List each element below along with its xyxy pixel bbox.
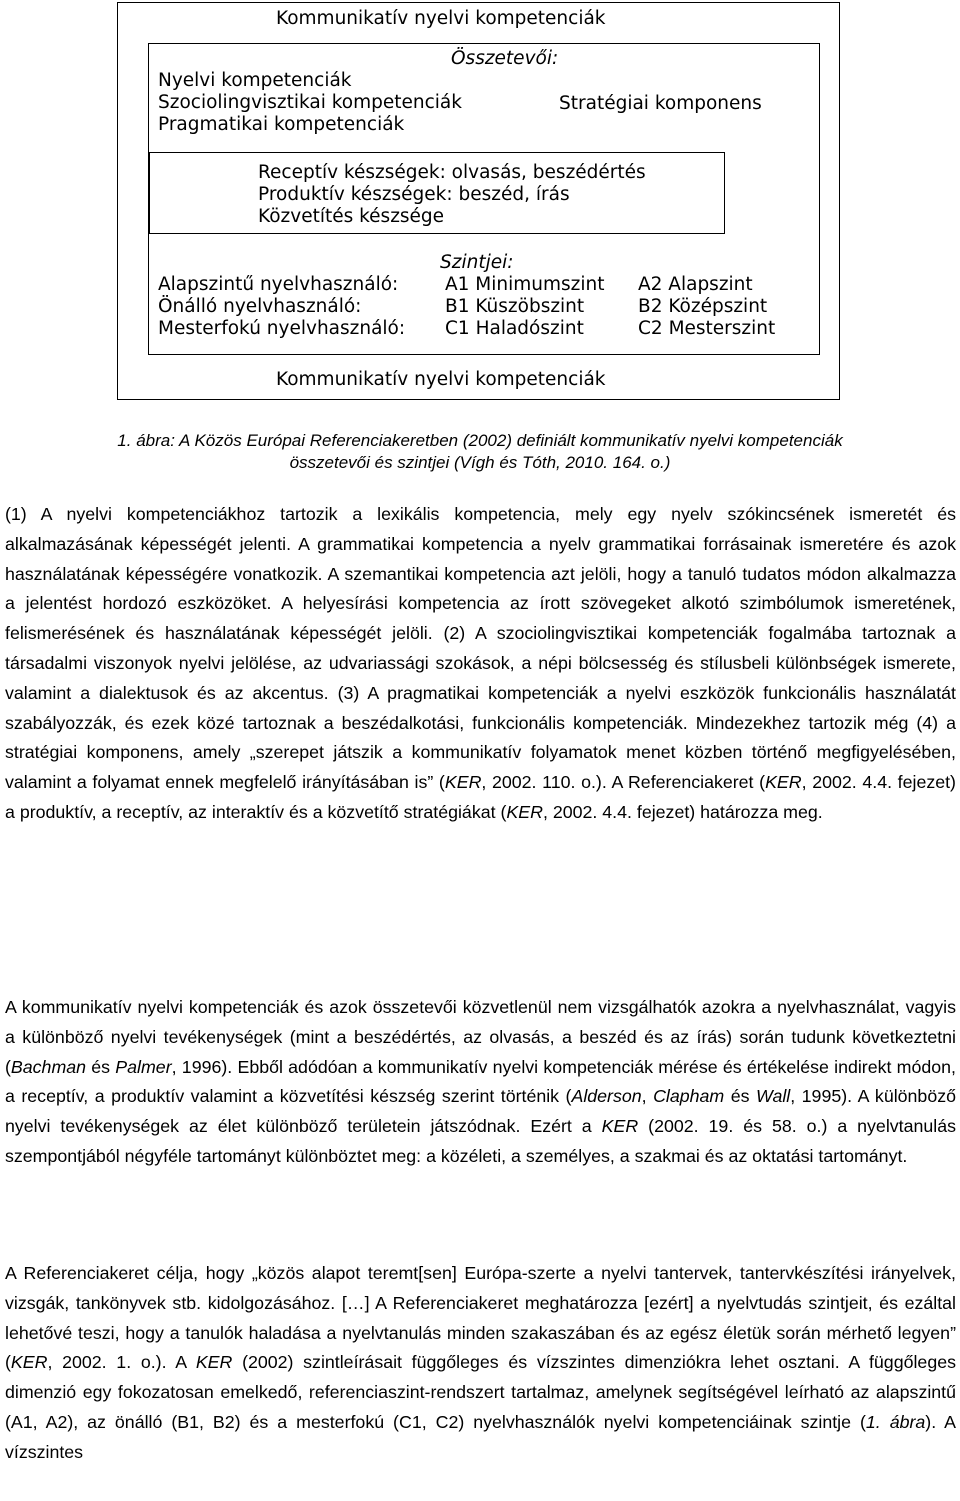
text-run: A kommunikatív nyelvi kompetenciák és azok összetevői közvetlenül nem vizsgálhatók azokra a nyelvhasználat, vagyis a különböző nyelvi tevékenységek (mint a beszédértés, az olvasás, a beszéd és az írás) során tudunk következtetni ( [5, 997, 956, 1077]
skill-item: Receptív készségek: olvasás, beszédértés [258, 162, 646, 183]
paragraph-3 [5, 1259, 956, 1468]
strategic-component: Stratégiai komponens [559, 93, 762, 114]
components-list [158, 70, 462, 136]
paragraph-1 [5, 500, 956, 828]
author-name: Palmer [115, 1056, 172, 1077]
author-name: Clapham [653, 1086, 725, 1107]
level-lower: B1 Küszöbszint [445, 296, 585, 317]
paragraph-2 [5, 993, 956, 1172]
level-user: Önálló nyelvhasználó: [158, 296, 362, 317]
citation-ker: KER [10, 1352, 48, 1373]
figure-frame [117, 2, 840, 400]
caption-line: összetevői és szintjei (Vígh és Tóth, 2010. 164. o.) [289, 453, 671, 472]
level-upper: A2 Alapszint [638, 274, 753, 295]
figure-reference: 1. ábra [865, 1411, 926, 1432]
citation-ker: KER [765, 772, 802, 793]
level-lower: A1 Minimumszint [445, 274, 605, 295]
text-run: ). A vízszintes [5, 1411, 957, 1462]
component-item: Szociolingvisztikai kompetenciák [158, 92, 462, 113]
text-run: A Referenciakeret célja, hogy „közös alapot teremt[sen] Európa-szerte a nyelvi tantervek, tantervkészítési irányelvek, vizsgák, tankönyvek stb. kidolgozásához. […] A Referenciakeret meghatározza [ezért] a nyelvtudás szintjeit, és ezáltal lehetővé teszi, hogy a tanulók haladása a nyelvtanulás minden szakaszában és az egész életük során mérhető legyen” ( [5, 1263, 956, 1373]
citation-ker: KER [506, 801, 543, 822]
figure-title: Kommunikatív nyelvi kompetenciák [276, 8, 606, 29]
text-run: , 1995). A különböző nyelvi tevékenységek az élet különböző területein játszódnak. Ezért a [5, 1086, 956, 1137]
citation-ker: KER [195, 1352, 233, 1373]
level-user: Mesterfokú nyelvhasználó: [158, 318, 406, 339]
text-run: és [724, 1086, 756, 1107]
text-run: (2002. 19. és 58. o.) a nyelvtanulás szempontjából négyféle tartományt különböztet meg: a közéleti, a személyes, a szakmai és az oktatási tartományt. [5, 1116, 957, 1166]
author-name: Wall [755, 1086, 791, 1107]
text-run: , 1996). Ebből adódóan a kommunikatív nyelvi kompetenciák mérése és értékelése indirekt módon, a receptív, a produktív valamint a közvetítési készség szerint történik ( [5, 1056, 956, 1107]
level-lower: C1 Haladószint [445, 318, 584, 339]
component-item: Nyelvi kompetenciák [158, 70, 352, 91]
components-levels-frame [148, 43, 820, 355]
text-run: és [86, 1056, 116, 1077]
caption-line: 1. ábra: A Közös Európai Referenciakeretben (2002) definiált kommunikatív nyelvi kompetenciák [117, 431, 843, 450]
level-upper: B2 Középszint [638, 296, 768, 317]
text-run: , 2002. 110. o.). A Referenciakeret ( [481, 772, 766, 793]
skill-item: Produktív készségek: beszéd, írás [258, 184, 570, 205]
text-run: , 2002. 1. o.). A [47, 1352, 196, 1373]
text-run: , 2002. 4.4. fejezet) határozza meg. [542, 801, 823, 822]
levels-heading: Szintjei: [440, 252, 514, 273]
level-upper: C2 Mesterszint [638, 318, 776, 339]
text-run: , [641, 1086, 654, 1107]
citation-ker: KER [444, 772, 482, 793]
skills-box [149, 152, 725, 234]
text-run: (2002) szintleírásait függőleges és vízszintes dimenziókra lehet osztani. A függőleges dimenzió egy fokozatosan emelkedő, referenciaszint-rendszert tartalmaz, amelynek segítségével leírható az alapszintű (A1, A2), az önálló (B1, B2) és a mesterfokú (C1, C2) nyelvhasználók nyelvi kompetenciáinak szintje ( [5, 1352, 956, 1432]
text-run: (1) A nyelvi kompetenciákhoz tartozik a lexikális kompetencia, mely egy nyelv szókincsének ismeretét és alkalmazásának képességét jelenti. A grammatikai kompetencia a nyelv grammatikai forrásainak ismeretére és azok használatának képességére vonatkozik. A szemantikai kompetencia azt jelöli, hogy a tanuló tudatos módon alkalmazza a jelentést hordozó eszközöket. A helyesírási kompetencia az írott szövegeket alkotó szimbólumok ismeretének, felismerésének és használatának képességét jelöli. (2) A szociolingvisztikai kompetenciák fogalmába tartoznak a társadalmi viszonyok nyelvi jelölése, az udvariassági szokások, a népi bölcsesség és stílusbeli különbségek ismerete, valamint a dialektusok és az akcentus. (3) A pragmatikai kompetenciák a nyelvi eszközök funkcionális használatát szabályozzák, és ezek közé tartoznak a beszédalkotási, funkcionális kompetenciák. Mindezekhez tartozik még (4) a stratégiai komponens, amely „szerepet játszik a kommunikatív folyamatok menet közben történő megfigyelésében, valamint a folyamat ennek megfelelő irányításában is” ( [5, 504, 956, 793]
level-user: Alapszintű nyelvhasználó: [158, 274, 399, 295]
citation-ker: KER [601, 1116, 639, 1137]
author-name: Alderson [571, 1086, 642, 1107]
figure-caption [40, 430, 920, 474]
text-run: , 2002. 4.4. fejezet) a produktív, a receptív, az interaktív és a közvetítő stratégiákat ( [5, 772, 956, 822]
author-name: Bachman [10, 1056, 87, 1077]
figure-bottom-title: Kommunikatív nyelvi kompetenciák [276, 369, 606, 390]
components-heading: Összetevői: [451, 48, 559, 69]
skill-item: Közvetítés készsége [258, 206, 445, 227]
component-item: Pragmatikai kompetenciák [158, 114, 405, 135]
